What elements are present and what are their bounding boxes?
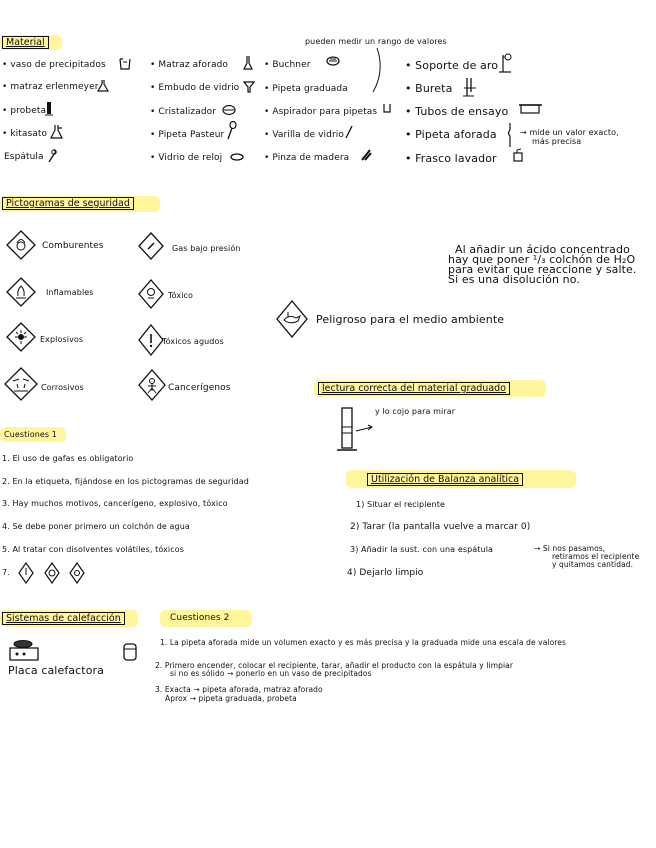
inflamable-pictogram-icon	[6, 277, 36, 307]
balanza-step: 4) Dejarlo limpio	[347, 568, 424, 578]
material-item: • Buchner	[264, 60, 311, 70]
soporte-aro-icon	[497, 52, 515, 74]
pictogram-label: Tóxicos agudos	[162, 337, 224, 346]
material-item: • Embudo de vidrio	[150, 83, 240, 93]
toxico-pictogram-icon	[138, 279, 164, 309]
material-item: • Pipeta aforada	[405, 128, 497, 141]
cuestion2-item: Aprox → pipeta graduada, probeta	[165, 694, 297, 703]
toxico-agudo-pictogram-icon	[138, 324, 164, 356]
pictogram-label: Cancerígenos	[168, 383, 231, 393]
cuestion2-item: si no es sólido → ponerlo en un vaso de precipitados	[170, 669, 372, 678]
material-item: • Vidrio de reloj	[150, 153, 223, 163]
cuestion2-item: 2. Primero encender, colocar el recipiente, tarar, añadir el producto con la espátula y limpiar	[155, 661, 514, 670]
pictogram-label: Tóxico	[168, 291, 194, 300]
pictogramas-title: Pictogramas de seguridad	[2, 197, 134, 210]
vidrio-reloj-icon	[230, 152, 244, 162]
material-item: Espátula	[4, 152, 44, 162]
material-item: • Tubos de ensayo	[405, 105, 509, 118]
acid-note-line: para evitar que reaccione y salte.	[448, 263, 637, 276]
balanza-note: y quitamos cantidad.	[552, 560, 634, 569]
material-item: • Soporte de aro	[405, 59, 499, 72]
cuestion-item: 5. Al tratar con disolventes volátiles, tóxicos	[2, 545, 185, 554]
material-item: • Pipeta graduada	[264, 84, 348, 94]
material-item: • Bureta	[405, 82, 453, 95]
balanza-note: retiramos el recipiente	[552, 552, 640, 561]
graduated-cylinder-icon	[334, 405, 376, 455]
pictogram-label: Gas bajo presión	[172, 244, 241, 253]
pipeta-pasteur-icon	[225, 121, 237, 141]
cuestion2-item: 3. Exacta → pipeta aforada, matraz aforado	[155, 685, 323, 694]
material-item: • vaso de precipitados	[2, 60, 106, 70]
pictogram-label: Inflamables	[46, 288, 94, 297]
cuestion-item: 2. En la etiqueta, fijándose en los pictogramas de seguridad	[2, 477, 249, 486]
comburente-pictogram-icon	[6, 230, 36, 260]
cuestion-item: 1. El uso de gafas es obligatorio	[2, 454, 134, 463]
explosivo-pictogram-icon	[6, 322, 36, 352]
material-item: • probeta	[2, 106, 47, 116]
material-title: Material	[2, 36, 49, 49]
cuestion-item: 4. Se debe poner primero un colchón de agua	[2, 522, 190, 531]
material-item: • Frasco lavador	[405, 152, 497, 165]
espatula-icon	[46, 148, 58, 164]
calefaccion-title: Sistemas de calefacción	[2, 612, 125, 625]
medio-ambiente-pictogram-icon	[276, 300, 308, 338]
question7-pictograms-icon	[18, 562, 88, 584]
material-item: • Aspirador para pipetas	[264, 107, 378, 117]
cuestiones2-title: Cuestiones 2	[170, 613, 230, 623]
material-item: • Varilla de vidrio	[264, 130, 344, 140]
material-item: • Matraz aforado	[150, 60, 229, 70]
material-item: • Pipeta Pasteur	[150, 130, 225, 140]
material-item: • kitasato	[2, 129, 48, 139]
cuestion2-item: 1. La pipeta aforada mide un volumen exacto y es más precisa y la graduada mide una escala de valores	[160, 638, 567, 647]
lectura-title: lectura correcta del material graduado	[318, 382, 510, 395]
gas-pictogram-icon	[138, 232, 164, 260]
vaso-icon	[122, 641, 138, 663]
material-item: • Pinza de madera	[264, 153, 350, 163]
material-item: • matraz erlenmeyer	[2, 82, 99, 92]
cristalizador-icon	[222, 104, 236, 116]
balanza-step: 3) Añadir la sust. con una espátula	[350, 545, 494, 554]
pictogram-label: Explosivos	[40, 335, 84, 344]
cuestion-item: 3. Hay muchos motivos, cancerígeno, explosivo, tóxico	[2, 499, 228, 508]
material-item: • Cristalizador	[150, 107, 217, 117]
tubos-ensayo-icon	[518, 102, 544, 116]
pictogram-label: Corrosivos	[41, 383, 84, 392]
balanza-step: 1) Situar el recipiente	[356, 500, 445, 509]
cuestiones1-title: Cuestiones 1	[4, 430, 57, 439]
cuestion-item: 7.	[2, 568, 10, 577]
probeta-icon	[45, 101, 53, 117]
aspirador-icon	[382, 103, 392, 115]
embudo-icon	[243, 80, 255, 94]
erlenmeyer-icon	[97, 79, 109, 93]
corrosivo-pictogram-icon	[4, 367, 38, 401]
beaker-icon	[118, 57, 132, 71]
placa-label: Placa calefactora	[8, 664, 104, 677]
balanza-step: 2) Tarar (la pantalla vuelve a marcar 0)	[350, 522, 531, 532]
acid-note-line: hay que poner ¹/₃ colchón de H₂O	[448, 253, 636, 266]
placa-calefactora-icon	[8, 638, 42, 664]
pictogram-label: Comburentes	[42, 241, 104, 251]
bureta-icon	[462, 76, 478, 98]
pipeta-aforada-icon	[505, 122, 515, 148]
pipeta-note: más precisa	[532, 137, 582, 146]
acid-note-line: Si es una disolución no.	[448, 273, 580, 286]
lectura-note: y lo cojo para mirar	[375, 407, 456, 416]
buchner-icon	[326, 56, 340, 68]
balanza-title: Utilización de Balanza analítica	[367, 473, 523, 486]
matraz-aforado-icon	[243, 55, 253, 71]
varilla-icon	[344, 125, 354, 139]
range-note: pueden medir un rango de valores	[305, 37, 447, 46]
cancerigeno-pictogram-icon	[138, 369, 166, 401]
env-label: Peligroso para el medio ambiente	[316, 313, 505, 326]
range-bracket-icon	[365, 46, 385, 96]
pinza-icon	[360, 148, 372, 162]
frasco-lavador-icon	[512, 148, 524, 162]
balanza-note: → Si nos pasamos,	[534, 544, 606, 553]
acid-note-line: Al añadir un ácido concentrado	[455, 243, 630, 256]
kitasato-icon	[50, 124, 64, 140]
pipeta-note: → mide un valor exacto,	[520, 128, 619, 137]
